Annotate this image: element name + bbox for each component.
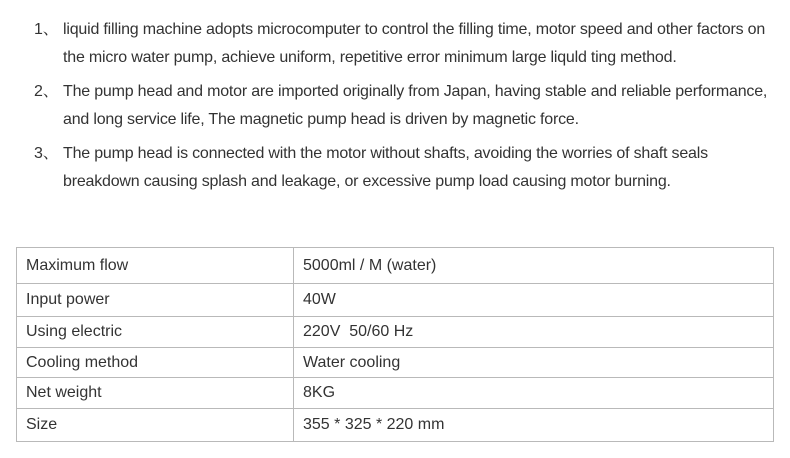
spec-value: Water cooling <box>294 348 774 378</box>
feature-item <box>34 78 774 134</box>
feature-text: liquid filling machine adopts microcomputer to control the filling time, motor speed and other factors on the micro water pump, achieve uniform, repetitive error minimum large liquld ting method. <box>63 21 766 66</box>
table-row <box>17 378 774 409</box>
feature-number: 3、 <box>34 145 59 162</box>
spec-value: 40W <box>294 284 774 317</box>
spec-value: 5000ml / M (water) <box>294 248 774 284</box>
table-row <box>17 348 774 378</box>
spec-table <box>16 247 774 442</box>
spec-label: Cooling method <box>17 348 294 378</box>
feature-item <box>34 16 774 72</box>
feature-text: The pump head is connected with the motor without shafts, avoiding the worries of shaft seals breakdown causing splash and leakage, or excessive pump load causing motor burning. <box>63 145 708 190</box>
feature-number: 2、 <box>34 83 59 100</box>
spec-label: Net weight <box>17 378 294 409</box>
spec-label: Maximum flow <box>17 248 294 284</box>
table-row <box>17 248 774 284</box>
feature-text: The pump head and motor are imported originally from Japan, having stable and reliable performance, and long service life, The magnetic pump head is driven by magnetic force. <box>63 83 768 128</box>
table-row <box>17 284 774 317</box>
table-row <box>17 409 774 442</box>
feature-list <box>34 16 774 202</box>
spec-label: Using electric <box>17 317 294 348</box>
feature-item <box>34 140 774 196</box>
spec-value: 8KG <box>294 378 774 409</box>
table-row <box>17 317 774 348</box>
spec-label: Input power <box>17 284 294 317</box>
spec-value: 355 * 325 * 220 mm <box>294 409 774 442</box>
feature-number: 1、 <box>34 21 59 38</box>
spec-label: Size <box>17 409 294 442</box>
spec-value: 220V 50/60 Hz <box>294 317 774 348</box>
